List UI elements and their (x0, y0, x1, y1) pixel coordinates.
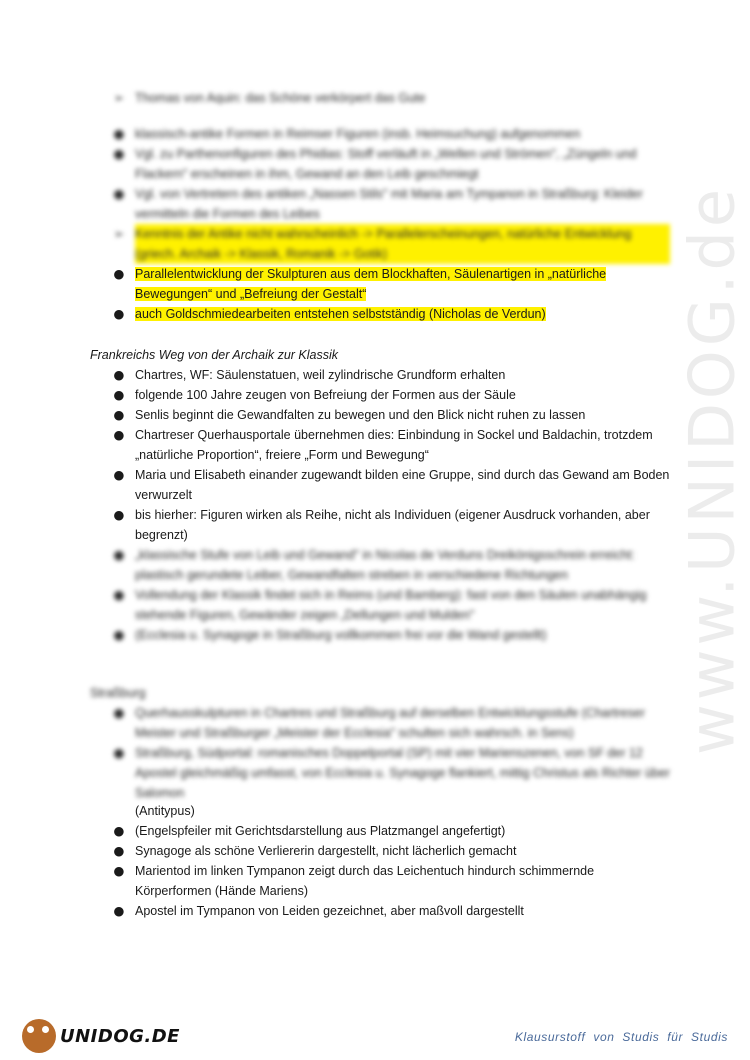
list-item: ● Querhausskulpturen in Chartres und Straßburg auf derselben Entwicklungsstufe (Chartreser Meister und Straßburger „Meister der Ecclesia" schulten sich wahrsch. in Sens) (113, 705, 645, 740)
list-item: ➢ Thomas von Aquin: das Schöne verkörpert das Gute (90, 88, 670, 108)
watermark: www.UNIDOG.de (675, 185, 749, 755)
highlighted-list-item: ➢ Kenntnis der Antike nicht wahrscheinlich -> Parallelerscheinungen, natürliche Entwicklung (griech. Archaik -> Klassik, Romanik -> Gotik) (90, 224, 670, 264)
list-item: ● folgende 100 Jahre zeugen von Befreiung der Formen aus der Säule (90, 385, 670, 405)
arrow-bullet-icon: ➢ (113, 226, 125, 241)
bullet-icon: ● (113, 126, 125, 141)
list-item: ● Vgl. von Vertretern des antiken „Nassen Stils" mit Maria am Tympanon in Straßburg: Kleider vermitteln die Formen des Leibes (113, 186, 643, 221)
section-heading: Frankreichs Weg von der Archaik zur Klassik (90, 348, 339, 362)
list-item: ● bis hierher: Figuren wirken als Reihe, nicht als Individuen (eigener Ausdruck vorhanden, aber begrenzt) (113, 507, 650, 542)
list-item-continuation: (Antitypus) (135, 804, 195, 818)
list-item: ● Marientod im linken Tympanon zeigt durch das Leichentuch hindurch schimmernde Körperformen (Hände Mariens) (113, 863, 595, 898)
bullet-icon: ● (113, 467, 125, 482)
bullet-icon: ● (113, 266, 125, 281)
list-item: ● Chartreser Querhausportale übernehmen dies: Einbindung in Sockel und Baldachin, trotzdem „natürliche Proportion“, freiere „Form und Bewegung“ (113, 427, 653, 462)
list-item: ● Synagoge als schöne Verliererin dargestellt, nicht lächerlich gemacht (90, 841, 670, 861)
bullet-icon: ● (113, 306, 125, 321)
list-item: ● (Engelspfeiler mit Gerichtsdarstellung aus Platzmangel angefertigt) (90, 821, 670, 841)
list-item: ● klassisch-antike Formen in Reimser Figuren (insb. Heimsuchung) aufgenommen (90, 124, 670, 144)
dog-mascot-icon (22, 1019, 56, 1053)
list-item: ● Vgl. zu Parthenonfiguren des Phidias: Stoff verläuft in „Wellen und Strömen", „Züngeln und Flackern" erscheinen in ihm, Gewand an den Leib geschmiegt (113, 146, 637, 181)
bullet-icon: ● (113, 745, 125, 760)
bullet-icon: ● (113, 367, 125, 382)
list-item: ● Straßburg, Südportal: romanisches Doppelportal (SP) mit vier Marienszenen, von SF der 12 Apostel gleichmäßig umfasst, von Ecclesia u. Synagoge flankiert, mittig Christus als Richter über Salomon (113, 745, 670, 800)
highlighted-list-item: ● Parallelentwicklung der Skulpturen aus dem Blockhaften, Säulenartigen in „natürliche Bewegungen“ und „Befreiung der Gestalt“ (113, 266, 607, 301)
bullet-icon: ● (113, 903, 125, 918)
section-aquin (90, 88, 670, 324)
bullet-icon: ● (113, 387, 125, 402)
unidog-logo[interactable] (22, 1016, 180, 1056)
bullet-icon: ● (113, 843, 125, 858)
section-heading: Straßburg (90, 686, 146, 700)
list-item: ● Maria und Elisabeth einander zugewandt bilden eine Gruppe, sind durch das Gewand am Boden verwurzelt (113, 467, 670, 502)
bullet-icon: ● (113, 507, 125, 522)
bullet-icon: ● (113, 146, 125, 161)
bullet-icon: ● (113, 547, 125, 562)
list-item: ● (Ecclesia u. Synagoge in Straßburg vollkommen frei vor die Wand gestellt) (90, 625, 670, 645)
section-frankreich (90, 345, 670, 645)
list-item: ● Vollendung der Klassik findet sich in Reims (und Bamberg): fast von den Säulen unabhängig stehende Figuren, Gewänder zeigen „Dellungen und Mulden" (113, 587, 647, 622)
bullet-icon: ● (113, 627, 125, 642)
bullet-icon: ● (113, 705, 125, 720)
list-item: ● Chartres, WF: Säulenstatuen, weil zylindrische Grundform erhalten (90, 365, 670, 385)
logo-text: UNIDOG.DE (60, 1025, 180, 1047)
bullet-icon: ● (113, 823, 125, 838)
bullet-icon: ● (113, 427, 125, 442)
arrow-bullet-icon: ➢ (113, 90, 125, 105)
bullet-icon: ● (113, 587, 125, 602)
section-strassburg (90, 683, 670, 921)
bullet-icon: ● (113, 407, 125, 422)
list-item: ● Senlis beginnt die Gewandfalten zu bewegen und den Blick nicht ruhen zu lassen (90, 405, 670, 425)
bullet-icon: ● (113, 186, 125, 201)
bullet-icon: ● (113, 863, 125, 878)
list-item: ● Apostel im Tympanon von Leiden gezeichnet, aber maßvoll dargestellt (90, 901, 670, 921)
footer-tagline: Klausurstoff von Studis für Studis (514, 1030, 728, 1044)
list-item: ● „klassische Stufe von Leib und Gewand" in Nicolas de Verduns Dreikönigsschrein erreicht: plastisch gerundete Leiber, Gewandfalten streben in verschiedene Richtungen (113, 547, 635, 582)
highlighted-list-item: ● auch Goldschmiedearbeiten entstehen selbstständig (Nicholas de Verdun) (90, 304, 670, 324)
